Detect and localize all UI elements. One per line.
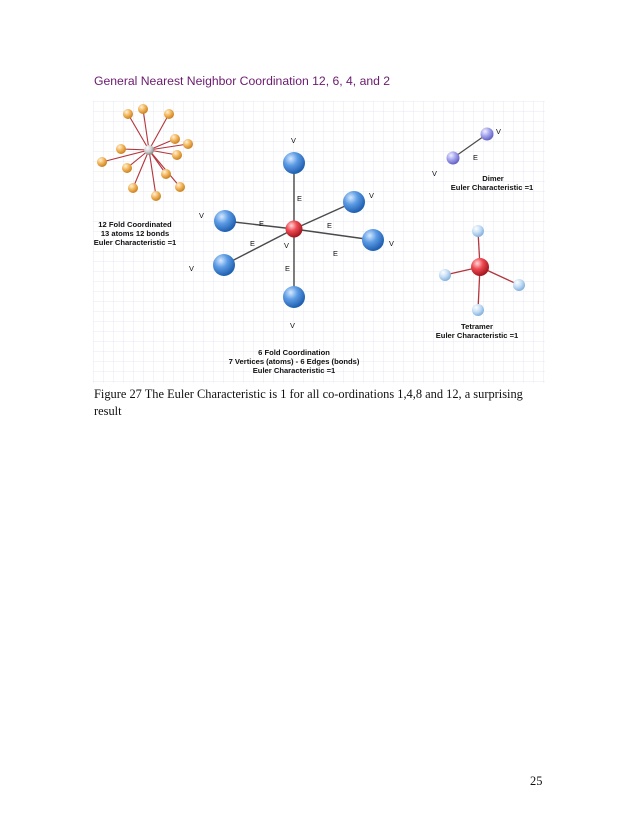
edge-label: E: [473, 153, 478, 162]
edge-label: E: [333, 249, 338, 258]
twelve-fold-label-2: 13 atoms 12 bonds: [100, 229, 170, 238]
twelve-fold-label-3: Euler Characteristic =1: [93, 238, 177, 247]
vertex-label: V: [369, 191, 374, 200]
edge-label: E: [327, 221, 332, 230]
vertex-label: V: [284, 241, 289, 250]
page-number: 25: [530, 774, 543, 788]
figure-caption: Figure 27 The Euler Characteristic is 1 for all co-ordinations 1,4,8 and 12, a surprising result: [94, 387, 523, 418]
section-heading: General Nearest Neighbor Coordination 12, 6, 4, and 2: [94, 74, 391, 88]
tetramer-label-1: Tetramer: [461, 322, 493, 331]
vertex-label: V: [290, 321, 295, 330]
edge-label: E: [250, 239, 255, 248]
vertex-label: V: [189, 264, 194, 273]
edge-label: E: [285, 264, 290, 273]
vertex-label: V: [389, 239, 394, 248]
six-fold-label-1: 6 Fold Coordination: [258, 348, 330, 357]
twelve-fold-label-1: 12 Fold Coordinated: [98, 220, 172, 229]
vertex-label: V: [291, 136, 296, 145]
vertex-label: V: [432, 169, 437, 178]
vertex-label: V: [496, 127, 501, 136]
coordination-figure: [93, 101, 545, 383]
dimer-label-2: Euler Characteristic =1: [450, 183, 534, 192]
vertex-label: V: [199, 211, 204, 220]
edge-label: E: [259, 219, 264, 228]
edge-label: E: [297, 194, 302, 203]
tetramer-label-2: Euler Characteristic =1: [435, 331, 519, 340]
coordination-diagram: [93, 101, 545, 383]
dimer-label-1: Dimer: [482, 174, 504, 183]
six-fold-label-2: 7 Vertices (atoms) - 6 Edges (bonds): [228, 357, 360, 366]
six-fold-label-3: Euler Characteristic =1: [252, 366, 336, 375]
